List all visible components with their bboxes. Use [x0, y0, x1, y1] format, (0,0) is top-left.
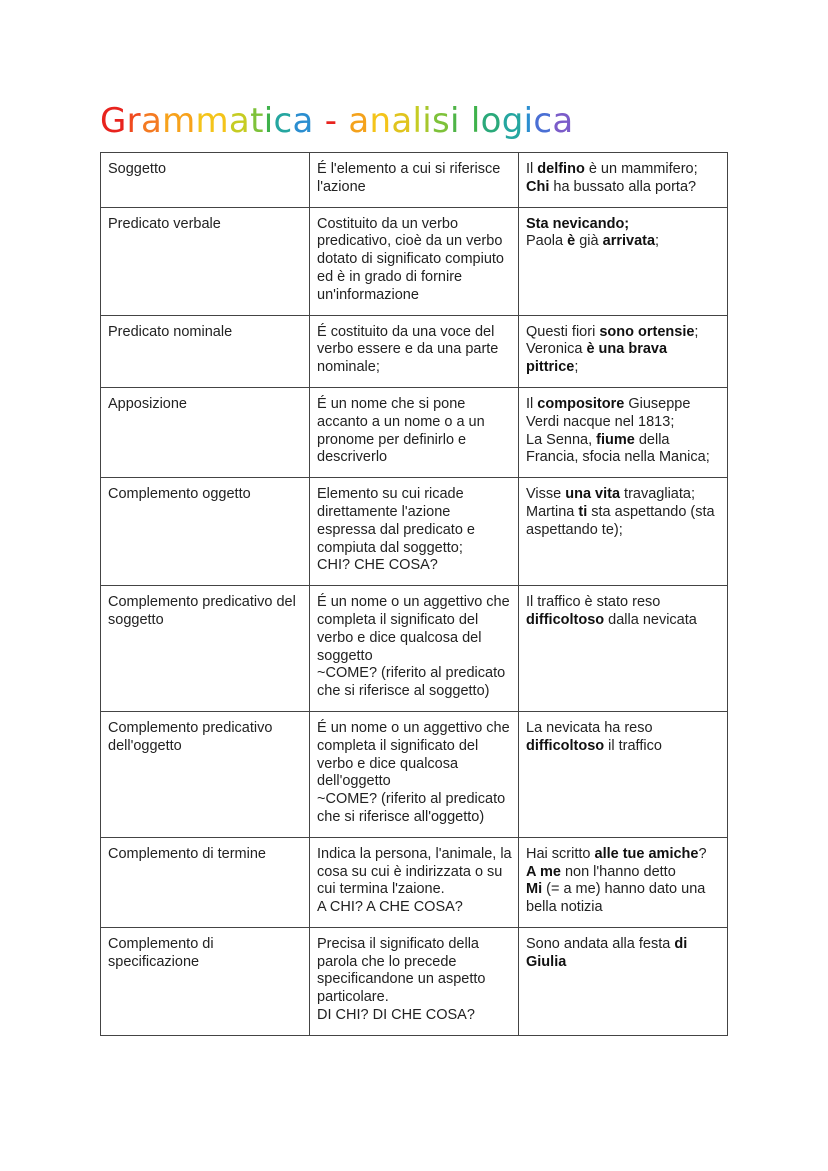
- title-letter: a: [348, 101, 370, 141]
- term-cell: [101, 586, 310, 712]
- example-cell: [519, 837, 728, 927]
- definition-text: É un nome o un aggettivo che completa il significato del verbo e dice qualcosa dell'oggetto: [317, 719, 510, 790]
- example-text: Sono andata alla festa: [526, 935, 675, 952]
- example-cell: [519, 711, 728, 837]
- definition-text: ~COME? (riferito al predicato che si riferisce al soggetto): [317, 665, 506, 700]
- definition-text: É un nome o un aggettivo che completa il significato del verbo e dice qualcosa del soggetto: [317, 594, 510, 664]
- table-row-soggetto: [101, 153, 728, 208]
- title-letter: [337, 98, 348, 144]
- title-letter: g: [501, 101, 524, 141]
- example-sentence: [526, 594, 721, 630]
- title-letter: m: [195, 101, 229, 141]
- definition-text: É l'elemento a cui si riferisce l'azione: [317, 161, 501, 195]
- title-letter: l: [412, 101, 423, 141]
- title-letter: a: [140, 101, 163, 141]
- example-text: sta aspettando (sta aspettando te);: [526, 503, 715, 538]
- example-text: Veronica: [526, 341, 587, 358]
- example-text: non l'hanno detto: [560, 863, 676, 880]
- title-letter: i: [422, 101, 433, 141]
- definition-cell: [310, 153, 519, 208]
- highlighted-term: arrivata: [602, 233, 656, 250]
- highlighted-term: fiume: [596, 431, 635, 448]
- term-text: Predicato verbale: [108, 215, 221, 232]
- definition-text: ~COME? (riferito al predicato che si riferisce all'oggetto): [317, 791, 506, 825]
- example-sentence: [526, 936, 721, 972]
- example-text: Visse: [526, 486, 566, 503]
- title-letter: [460, 98, 471, 144]
- example-text: ;: [694, 323, 699, 340]
- title-letter: [314, 98, 325, 144]
- definition-text: É costituito da una voce del verbo essere e da una parte nominale;: [317, 323, 499, 376]
- highlighted-term: una vita: [565, 486, 621, 503]
- title-letter: a: [292, 101, 314, 141]
- definition-cell: [310, 478, 519, 586]
- title-letter: m: [162, 101, 196, 141]
- title-letter: c: [533, 101, 553, 141]
- title-letter: r: [126, 101, 141, 141]
- definition-text: Elemento su cui ricade direttamente l'azione espressa dal predicato e compiuta dal soggetto;: [317, 486, 475, 556]
- table-row-complemento-predicativo-oggetto: [101, 711, 728, 837]
- definition-text: DI CHI? DI CHE COSA?: [317, 1007, 475, 1024]
- example-sentence: [526, 396, 721, 432]
- table-row-complemento-di-termine: [101, 837, 728, 927]
- term-cell: [101, 387, 310, 477]
- term-text: Soggetto: [108, 161, 167, 177]
- example-text: Hai scritto: [526, 845, 595, 862]
- definition-text: É un nome che si pone accanto a un nome o a un pronome per definirlo e descriverlo: [317, 395, 485, 466]
- example-text: Il: [526, 395, 538, 412]
- highlighted-term: Sta nevicando;: [526, 215, 630, 232]
- term-cell: [101, 315, 310, 387]
- highlighted-term: difficoltoso: [526, 737, 605, 754]
- example-text: Questi fiori: [526, 323, 600, 340]
- term-cell: [101, 153, 310, 208]
- example-sentence: [526, 324, 721, 342]
- example-text: Il: [526, 161, 538, 177]
- term-text: Predicato nominale: [108, 323, 233, 340]
- highlighted-term: Chi: [526, 178, 550, 195]
- title-letter: a: [228, 101, 251, 141]
- term-cell: [101, 837, 310, 927]
- term-text: Complemento predicativo del soggetto: [108, 594, 296, 628]
- term-cell: [101, 207, 310, 315]
- example-sentence: [526, 486, 721, 504]
- table-row-predicato-verbale: [101, 207, 728, 315]
- example-text: ha bussato alla porta?: [549, 178, 697, 195]
- example-cell: [519, 315, 728, 387]
- definition-cell: [310, 387, 519, 477]
- definition-cell: [310, 207, 519, 315]
- term-text: Apposizione: [108, 395, 187, 412]
- example-cell: [519, 153, 728, 208]
- highlighted-term: compositore: [537, 395, 625, 412]
- example-sentence: [526, 864, 721, 882]
- example-cell: [519, 478, 728, 586]
- example-sentence: [526, 881, 721, 917]
- example-text: ;: [574, 359, 579, 376]
- definition-text: CHI? CHE COSA?: [317, 557, 438, 574]
- title-letter: i: [523, 101, 534, 141]
- title-letter: -: [324, 101, 338, 141]
- example-sentence: [526, 846, 721, 864]
- example-sentence: [526, 432, 721, 468]
- definition-cell: [310, 927, 519, 1035]
- title-letter: s: [432, 101, 451, 141]
- example-cell: [519, 207, 728, 315]
- term-cell: [101, 478, 310, 586]
- example-text: travagliata;: [620, 486, 695, 503]
- title-letter: l: [470, 101, 481, 141]
- term-cell: [101, 927, 310, 1035]
- definition-text: A CHI? A CHE COSA?: [317, 899, 463, 916]
- example-cell: [519, 927, 728, 1035]
- example-text: ?: [698, 845, 707, 862]
- example-text: è un mammifero;: [584, 161, 698, 177]
- title-letter: o: [480, 101, 502, 141]
- example-sentence: [526, 504, 721, 540]
- example-sentence: [526, 161, 721, 179]
- term-text: Complemento predicativo dell'oggetto: [108, 719, 273, 754]
- term-text: Complemento di specificazione: [108, 935, 214, 970]
- definition-text: Costituito da un verbo predicativo, cioè da un verbo dotato di significato compiuto ed è in grado di fornire un'informazione: [317, 215, 504, 303]
- title-letter: t: [250, 101, 264, 141]
- table-row-complemento-oggetto: [101, 478, 728, 586]
- example-text: della Francia, sfocia nella Manica;: [526, 431, 710, 466]
- title-letter: G: [100, 101, 127, 141]
- highlighted-term: di Giulia: [526, 935, 688, 970]
- example-text: La nevicata ha reso: [526, 719, 653, 736]
- definition-cell: [310, 586, 519, 712]
- title-letter: i: [263, 101, 274, 141]
- highlighted-term: difficoltoso: [526, 611, 605, 628]
- highlighted-term: delfino: [537, 161, 585, 177]
- example-sentence: [526, 216, 721, 234]
- table-row-predicato-nominale: [101, 315, 728, 387]
- example-text: Giuseppe Verdi nacque nel 1813;: [526, 395, 691, 430]
- definition-text: Precisa il significato della parola che lo precede specificandone un aspetto particolare.: [317, 935, 486, 1006]
- definition-cell: [310, 315, 519, 387]
- example-text: La Senna,: [526, 431, 597, 448]
- definition-cell: [310, 837, 519, 927]
- definition-cell: [310, 711, 519, 837]
- example-sentence: [526, 233, 721, 251]
- page-title: [100, 98, 574, 144]
- example-text: ;: [655, 233, 660, 250]
- example-text: già: [575, 233, 603, 250]
- example-text: Paola: [526, 233, 568, 250]
- title-letter: a: [552, 101, 574, 141]
- example-cell: [519, 387, 728, 477]
- table-row-complemento-predicativo-soggetto: [101, 586, 728, 712]
- example-sentence: [526, 341, 721, 377]
- grammar-table: [100, 152, 728, 1036]
- term-text: Complemento di termine: [108, 845, 266, 862]
- table-row-apposizione: [101, 387, 728, 477]
- highlighted-term: A me: [526, 863, 561, 880]
- title-letter: n: [369, 101, 392, 141]
- highlighted-term: Mi: [526, 881, 543, 898]
- definition-text: Indica la persona, l'animale, la cosa su cui è indirizzata o su cui termina l'zaione.: [317, 845, 512, 898]
- example-text: Il traffico è stato reso: [526, 594, 661, 611]
- example-text: Martina: [526, 503, 579, 520]
- example-text: il traffico: [604, 737, 662, 754]
- example-cell: [519, 586, 728, 712]
- table-row-complemento-di-specificazione: [101, 927, 728, 1035]
- example-sentence: [526, 179, 721, 197]
- example-text: (= a me) hanno dato una bella notizia: [526, 881, 706, 916]
- title-letter: a: [391, 101, 413, 141]
- highlighted-term: è una brava pittrice: [526, 341, 668, 376]
- highlighted-term: sono ortensie: [599, 323, 695, 340]
- example-text: dalla nevicata: [604, 611, 697, 628]
- title-letter: c: [273, 101, 293, 141]
- highlighted-term: è: [567, 233, 576, 250]
- example-sentence: [526, 720, 721, 756]
- title-letter: i: [450, 101, 460, 141]
- term-text: Complemento oggetto: [108, 486, 251, 503]
- highlighted-term: alle tue amiche: [594, 845, 699, 862]
- highlighted-term: ti: [578, 503, 588, 520]
- term-cell: [101, 711, 310, 837]
